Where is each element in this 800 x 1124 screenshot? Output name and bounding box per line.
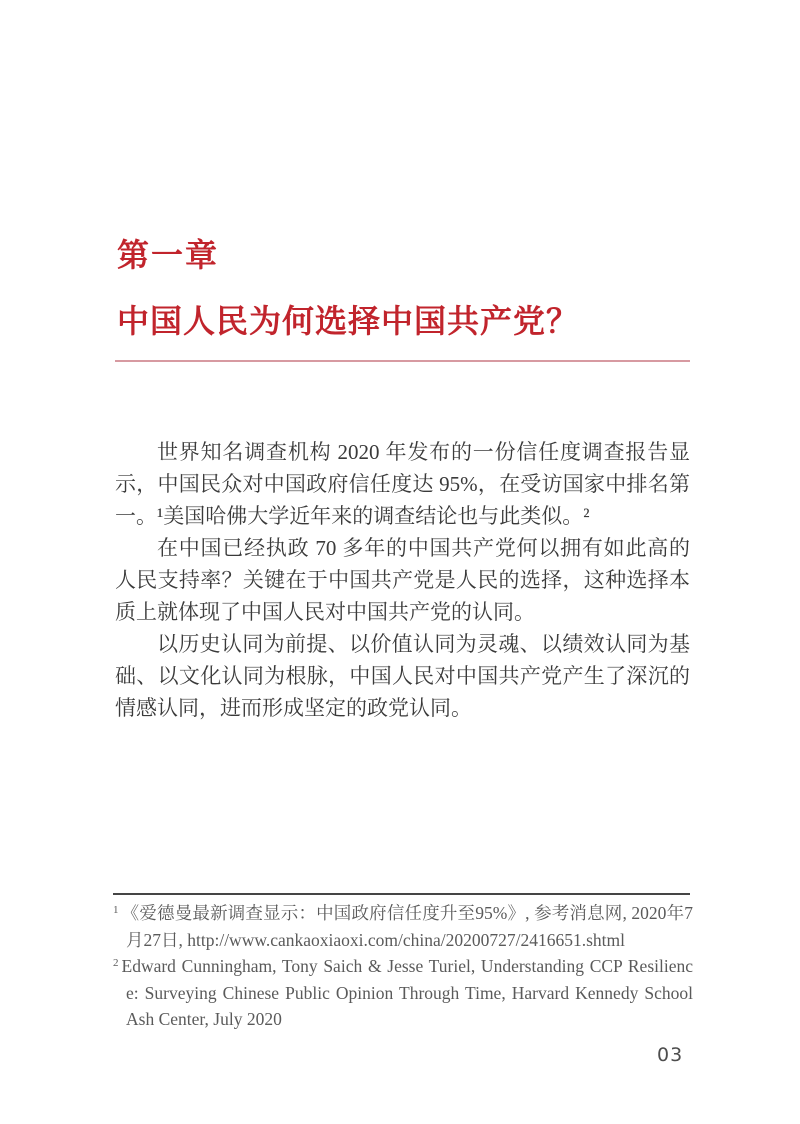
- body-paragraph-3: 以历史认同为前提、以价值认同为灵魂、以绩效认同为基础、以文化认同为根脉，中国人民对中国共产党产生了深沉的情感认同，进而形成坚定的政党认同。: [115, 632, 690, 720]
- chapter-label: 第一章: [117, 237, 220, 273]
- footnote-divider: [113, 893, 690, 895]
- footnote-marker-2: 2: [113, 957, 119, 969]
- footnotes: [113, 900, 693, 1033]
- footnote-text-2: Edward Cunningham, Tony Saich & Jesse Turiel, Understanding CCP Resilience: Surveying Chinese Public Opinion Through Time, Harvard Kennedy School Ash Center, July 2020: [121, 956, 693, 1029]
- footnote-item-1: [113, 900, 693, 953]
- footnote-marker-1: 1: [113, 904, 119, 916]
- body-text: [115, 436, 690, 724]
- footnote-item-2: [113, 953, 693, 1033]
- body-paragraph-1: 世界知名调查机构 2020 年发布的一份信任度调查报告显示，中国民众对中国政府信任度达 95%，在受访国家中排名第一。¹美国哈佛大学近年来的调查结论也与此类似。²: [115, 440, 690, 528]
- footnote-text-1: 《爱德曼最新调查显示：中国政府信任度升至95%》, 参考消息网, 2020年7月27日, http://www.cankaoxiaoxi.com/china/20200727/2416651.shtml: [121, 903, 693, 950]
- title-divider: [115, 360, 690, 362]
- body-paragraph-2: 在中国已经执政 70 多年的中国共产党何以拥有如此高的人民支持率？关键在于中国共产党是人民的选择，这种选择本质上就体现了中国人民对中国共产党的认同。: [115, 536, 690, 624]
- chapter-title: 中国人民为何选择中国共产党？: [117, 303, 580, 339]
- page-number: 03: [657, 1044, 684, 1066]
